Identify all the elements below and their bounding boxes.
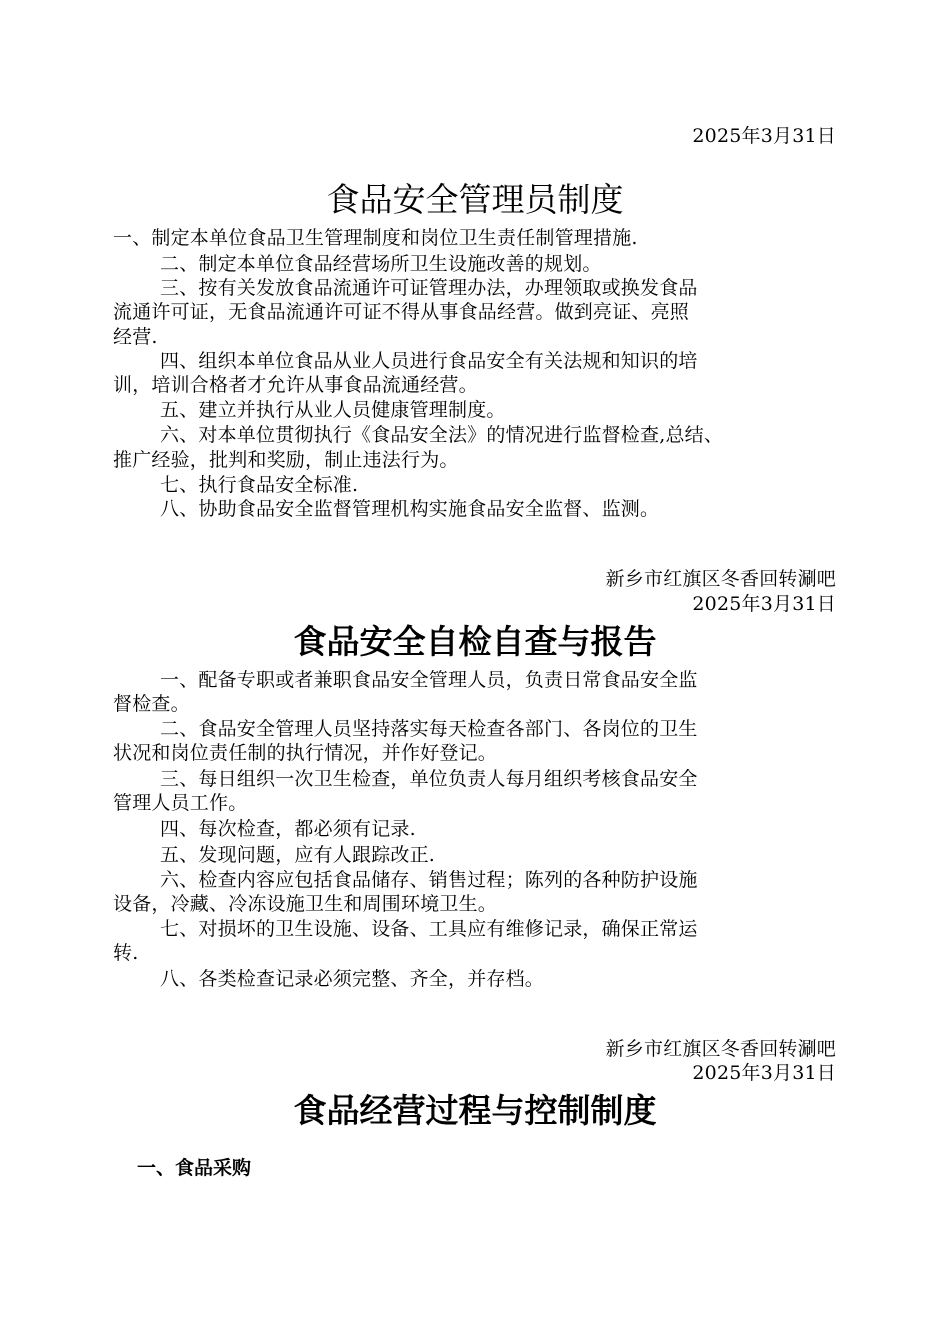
header-date: 2025年3月31日 xyxy=(692,125,836,147)
section-title-operation-control: 食品经营过程与控制制度 xyxy=(293,1091,657,1130)
subheading-food-procurement: 一、食品采购 xyxy=(137,1157,252,1179)
paragraph-line: 八、各类检查记录必须完整、齐全，并存档。 xyxy=(160,968,545,990)
paragraph-line: 设备，冷藏、冷冻设施卫生和周围环境卫生。 xyxy=(113,893,498,915)
paragraph-line: 状况和岗位责任制的执行情况，并作好登记。 xyxy=(113,742,498,764)
paragraph-line: 一、配备专职或者兼职食品安全管理人员，负责日常食品安全监 xyxy=(160,669,698,691)
signature-org: 新乡市红旗区冬香回转涮吧 xyxy=(605,1038,836,1060)
paragraph-line: 推广经验，批判和奖励，制止违法行为。 xyxy=(113,449,459,471)
paragraph-line: 督检查。 xyxy=(113,693,190,715)
paragraph-line: 七、对损坏的卫生设施、设备、工具应有维修记录，确保正常运 xyxy=(160,918,698,940)
paragraph-line: 三、每日组织一次卫生检查，单位负责人每月组织考核食品安全 xyxy=(160,768,698,790)
signature-date: 2025年3月31日 xyxy=(692,593,836,615)
paragraph-line: 管理人员工作。 xyxy=(113,792,248,814)
paragraph-line: 四、组织本单位食品从业人员进行食品安全有关法规和知识的培 xyxy=(160,350,698,372)
paragraph-line: 流通许可证，无食品流通许可证不得从事食品经营。做到亮证、亮照 xyxy=(113,301,690,323)
paragraph-line: 五、建立并执行从业人员健康管理制度。 xyxy=(160,399,506,421)
paragraph-line: 六、对本单位贯彻执行《食品安全法》的情况进行监督检查,总结、 xyxy=(160,424,724,446)
paragraph-line: 训，培训合格者才允许从事食品流通经营。 xyxy=(113,374,478,396)
paragraph-line: 经营. xyxy=(113,326,158,348)
paragraph-line: 二、制定本单位食品经营场所卫生设施改善的规划。 xyxy=(160,253,602,275)
section-title-self-inspection: 食品安全自检自查与报告 xyxy=(293,622,657,661)
paragraph-line: 五、发现问题，应有人跟踪改正. xyxy=(160,844,436,866)
signature-org: 新乡市红旗区冬香回转涮吧 xyxy=(605,568,836,590)
paragraph-line: 一、制定本单位食品卫生管理制度和岗位卫生责任制管理措施. xyxy=(113,227,638,249)
paragraph-line: 三、按有关发放食品流通许可证管理办法，办理领取或换发食品 xyxy=(160,277,698,299)
paragraph-line: 八、协助食品安全监督管理机构实施食品安全监督、监测。 xyxy=(160,498,660,520)
signature-date: 2025年3月31日 xyxy=(692,1062,836,1084)
paragraph-line: 转. xyxy=(113,942,139,964)
paragraph-line: 六、检查内容应包括食品储存、销售过程；陈列的各种防护设施 xyxy=(160,869,698,891)
paragraph-line: 四、每次检查，都必须有记录. xyxy=(160,818,416,840)
paragraph-line: 二、食品安全管理人员坚持落实每天检查各部门、各岗位的卫生 xyxy=(160,718,698,740)
section-title-safety-officer: 食品安全管理员制度 xyxy=(326,180,624,219)
paragraph-line: 七、执行食品安全标准. xyxy=(160,474,359,496)
